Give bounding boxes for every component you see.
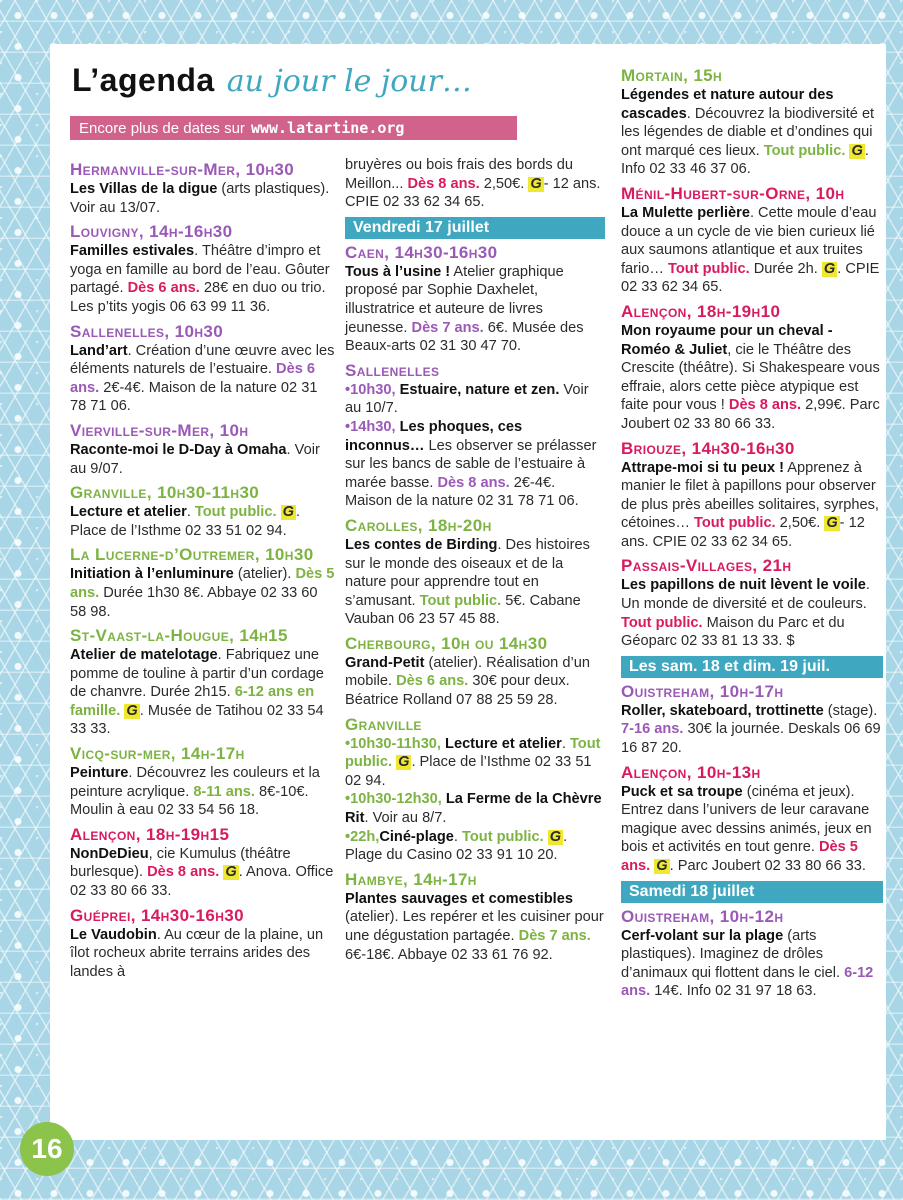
event-audience: Tout public. <box>694 515 776 532</box>
event-desc: . Cette moule d’eau douce a un cycle de vie bien curieux lié aux saumons atlantique et aux truites fario… <box>621 204 877 277</box>
event-audience: Tout public. <box>194 504 277 521</box>
event-place: Guéprei, 14h30-16h30 <box>70 905 244 925</box>
event-desc: . Création d’une œuvre avec les éléments naturels de l’estuaire. <box>70 342 335 378</box>
event-info: 28€ en duo ou trio. Les p’tits yogis 06 63 99 11 36. <box>70 280 326 315</box>
event-audience: Dès 8 ans. <box>728 397 802 414</box>
page-title-script: au jour le jour… <box>226 64 472 99</box>
event-place: Hermanville-sur-Mer, 10h30 <box>70 160 295 179</box>
free-badge: G <box>126 702 138 719</box>
column-3 <box>621 66 883 1006</box>
event-title: Le Vaudobin <box>70 926 157 943</box>
event-desc: bruyères ou bois frais des bords du Meillon... <box>345 157 573 192</box>
event-info: 6€. Musée des Beaux-arts 02 31 30 47 70. <box>345 319 584 355</box>
date-bar: Les sam. 18 et dim. 19 juil. <box>621 656 883 678</box>
event-place: Ouistreham, 10h-12h <box>621 906 784 926</box>
event-info: 30€ la journée. Deskals 06 69 16 87 20. <box>621 721 881 757</box>
free-badge: G <box>851 142 863 159</box>
event-place: Vicq-sur-mer, 14h-17h <box>70 744 245 764</box>
event-entry <box>345 516 605 629</box>
event-entry <box>70 825 335 901</box>
event-entry-continued <box>345 156 605 212</box>
event-title: La Ferme de la Chèvre Rit <box>345 791 602 827</box>
event-entry <box>621 907 883 1001</box>
event-title: Familles estivales <box>70 243 195 260</box>
event-place: Sallenelles, 10h30 <box>70 321 224 341</box>
event-entry <box>70 626 335 739</box>
event-sub-item <box>345 381 605 418</box>
free-badge: G <box>826 515 838 532</box>
event-desc: . Un monde de diversité et de couleurs. <box>621 577 870 613</box>
event-info: Maison du Parc et du Géoparc 02 33 81 13 33. $ <box>621 614 845 650</box>
event-sub-item <box>345 790 605 827</box>
event-entry <box>621 763 883 876</box>
event-info: . Musée de Tatihou 02 33 54 33 33. <box>70 702 324 738</box>
promo-url-link[interactable]: www.latartine.org <box>250 119 405 137</box>
event-info: 2€-4€. Maison de la nature 02 31 78 71 06. <box>70 379 318 415</box>
event-title: Peinture <box>70 765 129 782</box>
event-entry <box>70 160 335 217</box>
event-entry <box>70 744 335 820</box>
event-title: NonDeDieu <box>70 845 149 862</box>
event-entry <box>70 483 335 540</box>
event-place: Ménil-Hubert-sur-Orne, 10h <box>621 183 845 203</box>
free-badge: G <box>549 828 562 845</box>
event-title: Initiation à l’enluminure <box>70 566 234 583</box>
event-desc: Voir au 10/7. <box>345 381 589 417</box>
free-badge: G <box>225 864 237 881</box>
event-place: Carolles, 18h-20h <box>345 515 492 535</box>
event-info: . Place de l’Isthme 02 33 51 02 94. <box>70 504 301 539</box>
event-title: Land’art <box>70 342 128 359</box>
event-title: La Mulette perlière <box>621 204 750 221</box>
event-info: . Info 02 33 46 37 06. <box>621 142 869 178</box>
event-entry <box>70 322 335 416</box>
page-title: L’agenda <box>72 62 215 98</box>
event-title: Lecture et atelier <box>440 735 562 752</box>
event-desc: . <box>453 828 463 845</box>
agenda-header <box>72 62 472 99</box>
event-place: Louvigny, 14h-16h30 <box>70 222 233 242</box>
event-info: . Anova. Office 02 33 80 66 33. <box>70 864 334 900</box>
event-desc: . Théâtre d’impro et yoga en famille au bord de l’eau. Gôuter partagé. <box>70 243 330 297</box>
event-desc: . Voir au 8/7. <box>364 810 447 827</box>
event-place: Granville, 10h30-11h30 <box>70 483 260 503</box>
event-time: •14h30, <box>345 418 396 435</box>
event-sub-item <box>345 735 605 791</box>
event-place: Ouistreham, 10h-17h <box>621 681 784 701</box>
event-time: •22h, <box>345 828 380 845</box>
event-title: Les contes de Birding <box>345 536 498 553</box>
event-place: Hambye, 14h-17h <box>345 869 477 889</box>
event-desc: . Des histoires sur le monde des oiseaux et de la nature pour apprendre tout en s’amusant. <box>345 536 590 609</box>
event-place: La Lucerne-d’Outremer, 10h30 <box>70 545 314 565</box>
event-desc: (arts plastiques). Imaginez de drôles d’animaux qui flottent dans le ciel. <box>621 927 845 981</box>
event-entry <box>70 545 335 621</box>
event-place: Briouze, 14h30-16h30 <box>621 438 795 458</box>
event-place: Alençon, 10h-13h <box>621 762 761 782</box>
event-audience: Tout public. <box>668 260 750 277</box>
event-desc: (arts plastiques). Voir au 13/07. <box>70 181 330 216</box>
event-info: . Plage du Casino 02 33 91 10 20. <box>345 828 568 864</box>
event-info: 6€-18€. Abbaye 02 33 61 76 92. <box>345 946 553 963</box>
event-info: 2€-4€. Maison de la nature 02 31 78 71 06. <box>345 474 579 510</box>
event-desc: . <box>561 735 570 752</box>
event-audience: Tout public. <box>345 735 601 771</box>
event-title: Estuaire, nature et zen. <box>395 381 560 398</box>
event-title: Les papillons de nuit lèvent le voile <box>621 577 866 594</box>
event-entry <box>70 421 335 478</box>
event-info: 2,99€. Parc Joubert 02 33 80 66 33. <box>621 397 880 432</box>
event-desc: Apprenez à manier le filet à papillons pour observer de plus près abeilles solitaires, syrphes, cétoines… <box>621 459 879 532</box>
event-title: Plantes sauvages et comestibles <box>345 890 573 907</box>
event-info: 8€-10€. Moulin à eau 02 33 54 56 18. <box>70 783 309 819</box>
event-place: Caen, 14h30-16h30 <box>345 242 498 262</box>
column-1 <box>70 160 335 986</box>
event-entry <box>621 184 883 297</box>
event-place: Sallenelles <box>345 360 440 380</box>
event-title: Attrape-moi si tu peux ! <box>621 459 784 476</box>
event-title: Raconte-moi le D-Day à Omaha <box>70 441 287 458</box>
event-audience: Tout public. <box>419 592 502 609</box>
event-desc: . Fabriquez une pomme de touline à partir d’un cordage de chanvre. Durée 2h15. <box>70 647 324 701</box>
event-desc: Atelier graphique proposé par Sophie Daxhelet, illustratrice et auteure de livres jeunesse. <box>345 263 564 336</box>
event-info: . CPIE 02 33 62 34 65. <box>621 260 880 296</box>
event-desc: , cie le Théâtre des Crescite (théâtre). Si Shakespeare vous effraie, alors cette pièce atypique est faite pour vous ! <box>621 341 880 414</box>
event-audience: Dès 8 ans. <box>437 474 510 491</box>
event-audience: Tout public. <box>462 828 544 845</box>
event-desc: . Voir au 9/07. <box>70 441 320 477</box>
event-entry <box>345 361 605 511</box>
event-desc: (cinéma et jeux). Entrez dans l’univers de leur caravane magique avec dessins animés, jeux en bois et activités en tout genre. <box>621 783 872 856</box>
event-place: Vierville-sur-Mer, 10h <box>70 420 249 440</box>
free-badge: G <box>530 175 542 192</box>
event-audience: Dès 6 ans. <box>396 673 469 690</box>
event-entry <box>345 243 605 356</box>
event-entry <box>345 870 605 964</box>
date-bar: Vendredi 17 juillet <box>345 217 605 239</box>
event-sub-item <box>345 828 605 865</box>
event-entry <box>621 682 883 758</box>
event-info: . Place de l’Isthme 02 33 51 02 94. <box>345 754 592 789</box>
page-number-badge: 16 <box>20 1122 74 1176</box>
event-place: Mortain, 15h <box>621 66 723 85</box>
event-audience: Tout public. <box>621 614 703 631</box>
event-desc: . Découvrez les couleurs et la peinture acrylique. <box>70 765 320 800</box>
event-title: Ciné-plage <box>379 828 454 845</box>
event-title: Les phoques, ces inconnus… <box>345 418 523 454</box>
event-time: •10h30, <box>345 381 396 398</box>
event-desc: Les observer se prélasser sur les bancs de sable de l’estuaire à marée basse. <box>345 437 597 491</box>
event-audience: Dès 8 ans. <box>407 175 480 192</box>
event-desc: (atelier). Les repérer et les cuisiner pour une dégustation partagée. <box>345 909 604 944</box>
event-desc: (stage). <box>823 702 878 719</box>
promo-text: Encore plus de dates sur <box>79 120 245 137</box>
event-desc: (atelier). Réalisation d’un mobile. <box>345 654 590 690</box>
event-audience: Dès 5 ans. <box>621 839 858 874</box>
event-info: 2,50€. <box>775 515 825 532</box>
event-info: 5€. Cabane Vauban 06 23 57 45 88. <box>345 592 581 628</box>
event-desc: . <box>186 504 195 521</box>
event-place: Alençon, 18h-19h10 <box>621 301 781 321</box>
event-entry <box>621 556 883 650</box>
free-badge: G <box>398 754 410 771</box>
event-info: 30€ pour deux. Béatrice Rolland 07 88 25 59 28. <box>345 673 570 709</box>
event-title: Atelier de matelotage <box>70 647 218 664</box>
event-info: 2,50€. <box>479 175 529 192</box>
event-title: Roller, skateboard, trottinette <box>621 702 824 719</box>
event-audience: Dès 6 ans. <box>70 361 315 396</box>
event-place: Granville <box>345 714 422 734</box>
event-desc: . Découvrez la biodiversité et les légendes de diable et d’ondines qui ont marqué ces lieux. <box>621 105 875 159</box>
date-bar: Samedi 18 juillet <box>621 881 883 903</box>
event-title: Légendes et nature autour des cascades <box>621 87 834 122</box>
event-entry <box>621 302 883 434</box>
event-desc: (atelier). <box>233 566 296 583</box>
event-entry <box>345 634 605 710</box>
event-entry <box>345 715 605 865</box>
event-time: •10h30-12h30, <box>345 791 442 808</box>
event-audience: 6-12 ans. <box>621 964 874 1000</box>
event-title: Tous à l’usine ! <box>345 263 451 280</box>
event-time: •10h30-11h30, <box>345 735 441 752</box>
event-info: Durée 1h30 8€. Abbaye 02 33 60 58 98. <box>70 584 318 620</box>
event-audience: Dès 7 ans. <box>518 928 591 944</box>
event-place: Alençon, 18h-19h15 <box>70 824 230 844</box>
free-badge: G <box>656 858 668 874</box>
free-badge: G <box>823 260 836 277</box>
event-title: Mon royaume pour un cheval - Roméo & Juliet <box>621 322 833 358</box>
event-info: Durée 2h. <box>749 260 822 277</box>
event-audience: Dès 6 ans. <box>127 280 200 297</box>
event-place: Passais-Villages, 21h <box>621 556 792 576</box>
event-place: St-Vaast-la-Hougue, 14h15 <box>70 626 288 646</box>
event-title: Les Villas de la digue <box>70 181 218 197</box>
column-2 <box>345 156 605 969</box>
event-audience: 7-16 ans. <box>621 721 684 738</box>
event-info: - 12 ans. CPIE 02 33 62 34 65. <box>345 175 601 211</box>
event-title: Cerf-volant sur la plage <box>621 927 784 944</box>
event-audience: 8-11 ans. <box>193 783 255 800</box>
event-entry <box>621 66 883 179</box>
event-sub-item <box>345 418 605 511</box>
event-audience: Tout public. <box>763 142 846 159</box>
event-audience: 6-12 ans en famille. <box>70 684 315 719</box>
event-entry <box>621 439 883 552</box>
event-info: . Parc Joubert 02 33 80 66 33. <box>669 858 866 874</box>
event-desc: . Au cœur de la plaine, un îlot rocheux abrite terrains arides des landes à <box>70 926 324 980</box>
event-title: Lecture et atelier <box>70 504 187 521</box>
event-title: Puck et sa troupe <box>621 783 743 800</box>
event-entry <box>70 222 335 316</box>
event-entry <box>70 906 335 982</box>
event-place: Cherbourg, 10h ou 14h30 <box>345 633 548 653</box>
promo-banner <box>70 116 517 140</box>
free-badge: G <box>282 504 294 521</box>
event-audience: Dès 7 ans. <box>411 319 484 336</box>
event-audience: Dès 8 ans. <box>147 864 220 881</box>
event-info: - 12 ans. CPIE 02 33 62 34 65. <box>621 515 865 550</box>
event-title: Grand-Petit <box>345 654 425 671</box>
event-info: 14€. Info 02 31 97 18 63. <box>650 983 817 1000</box>
event-desc: , cie Kumulus (théâtre burlesque). <box>70 845 291 881</box>
event-audience: Dès 5 ans. <box>70 566 335 601</box>
